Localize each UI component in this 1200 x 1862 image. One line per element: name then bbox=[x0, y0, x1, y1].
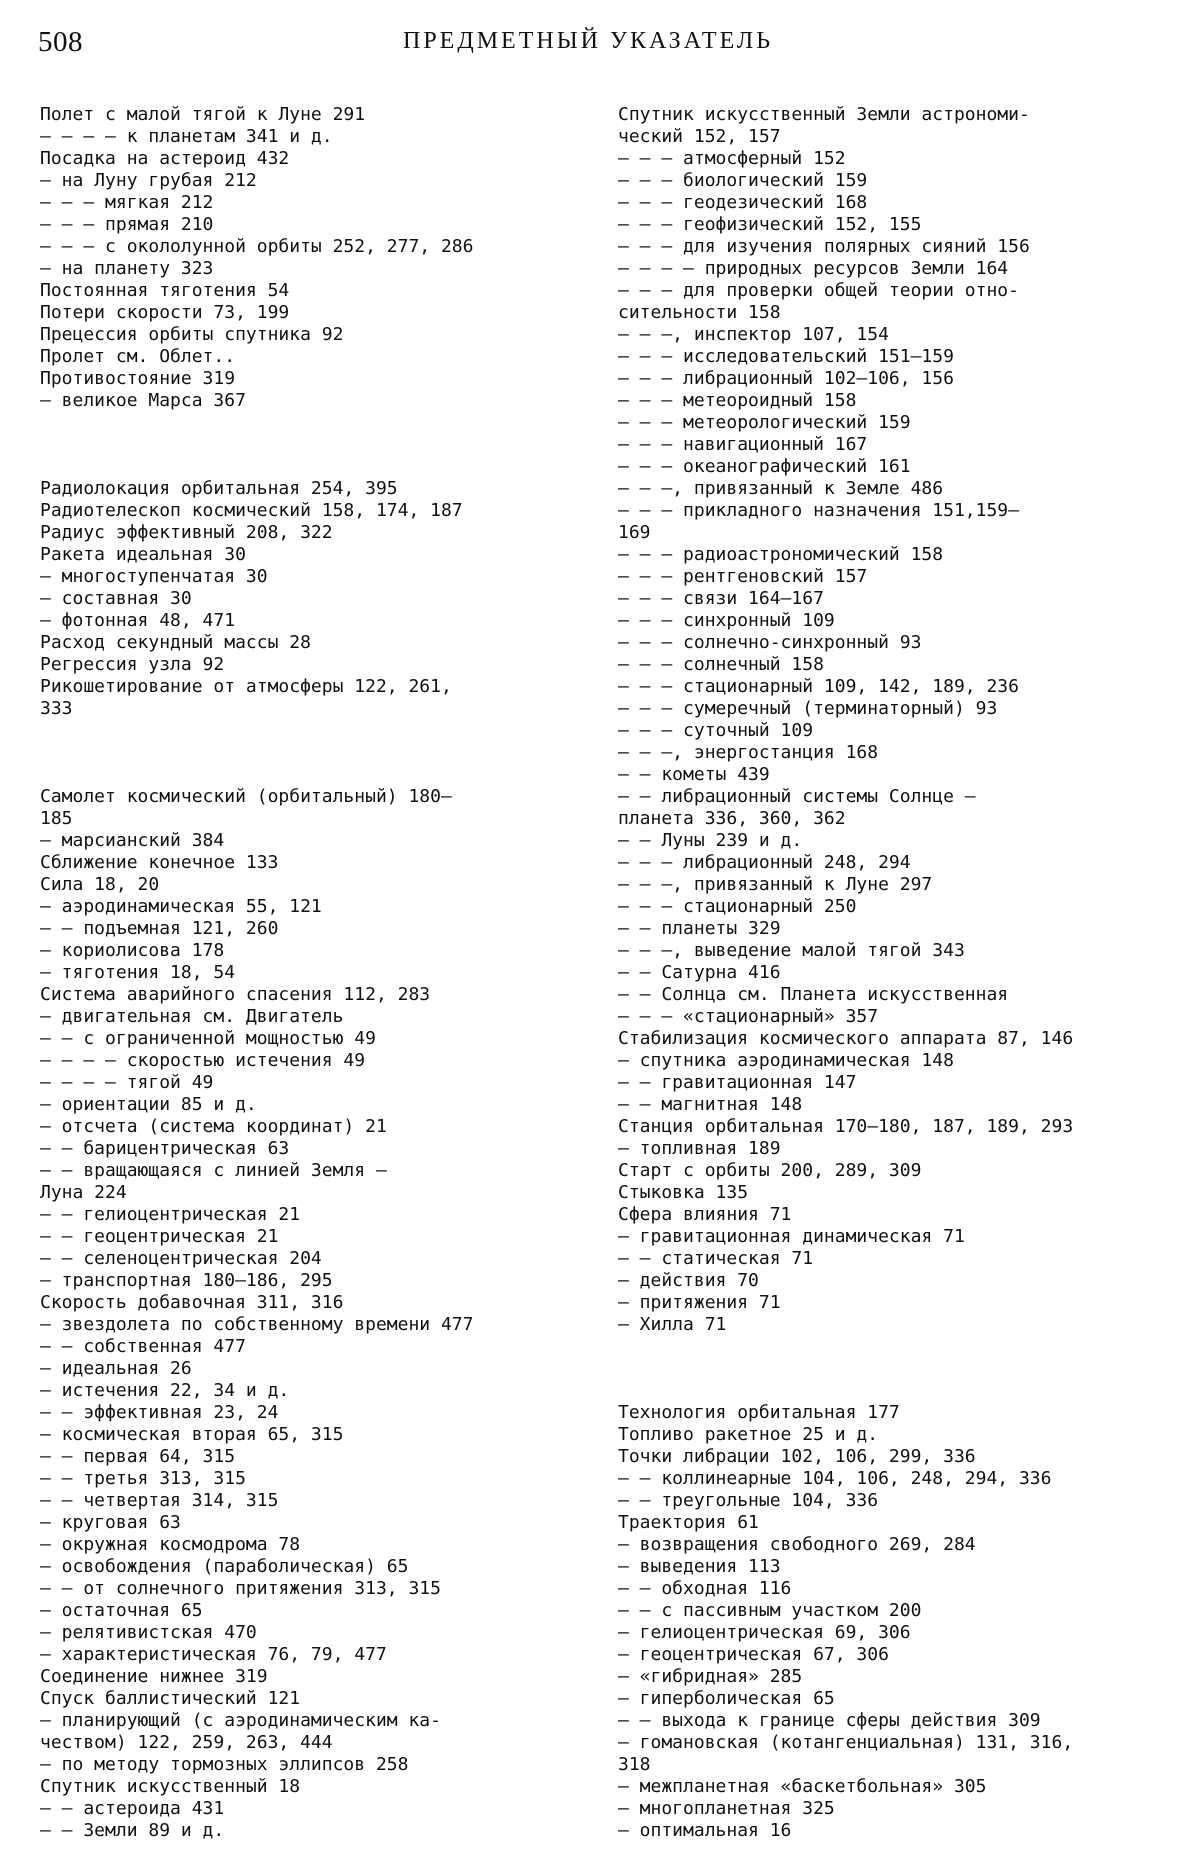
index-entry: — окружная космодрома 78 bbox=[40, 1534, 301, 1555]
section-gap bbox=[40, 720, 588, 786]
index-entry: Радиотелескоп космический 158, 174, 187 bbox=[40, 500, 463, 521]
index-entry: — — — — к планетам 341 и д. bbox=[40, 126, 333, 147]
index-entry: — — — стационарный 250 bbox=[618, 896, 857, 917]
index-entry: Старт с орбиты 200, 289, 309 bbox=[618, 1160, 922, 1181]
section-gap bbox=[40, 412, 588, 478]
index-entry: — — — навигационный 167 bbox=[618, 434, 868, 455]
index-entry: — — — — природных ресурсов Земли 164 bbox=[618, 258, 1009, 279]
index-entry: — транспортная 180—186, 295 bbox=[40, 1270, 333, 1291]
index-entry: — — гелиоцентрическая 21 bbox=[40, 1204, 301, 1225]
index-entry: — — первая 64, 315 bbox=[40, 1446, 236, 1467]
index-entry: — остаточная 65 bbox=[40, 1600, 203, 1621]
index-entry: — — — солнечный 158 bbox=[618, 654, 824, 675]
index-entry: — — с пассивным участком 200 bbox=[618, 1600, 922, 1621]
index-entry: — идеальная 26 bbox=[40, 1358, 192, 1379]
index-entry: — двигательная см. Двигатель bbox=[40, 1006, 344, 1027]
index-entry: — — — океанографический 161 bbox=[618, 456, 911, 477]
index-entry: — тяготения 18, 54 bbox=[40, 962, 236, 983]
index-entry: Полет с малой тягой к Луне 291 bbox=[40, 104, 366, 125]
index-entry: — — —, выведение малой тягой 343 bbox=[618, 940, 965, 961]
index-entry: — — барицентрическая 63 bbox=[40, 1138, 290, 1159]
index-entry: — геоцентрическая 67, 306 bbox=[618, 1644, 889, 1665]
index-entry: — составная 30 bbox=[40, 588, 192, 609]
index-entry: Расход секундный массы 28 bbox=[40, 632, 311, 653]
index-entry: — — Луны 239 и д. bbox=[618, 830, 803, 851]
index-column-left bbox=[40, 104, 588, 1842]
index-entry: Сфера влияния 71 bbox=[618, 1204, 792, 1225]
index-entry: — — собственная 477 bbox=[40, 1336, 246, 1357]
index-entry: — истечения 22, 34 и д. bbox=[40, 1380, 290, 1401]
index-entry: — кориолисова 178 bbox=[40, 940, 225, 961]
index-entry: — — астероида 431 bbox=[40, 1798, 225, 1819]
index-entry: Точки либрации 102, 106, 299, 336 bbox=[618, 1446, 976, 1467]
index-entry: — отсчета (система координат) 21 bbox=[40, 1116, 387, 1137]
index-entry: — характеристическая 76, 79, 477 bbox=[40, 1644, 387, 1665]
index-entry: Спутник искусственный Земли астрономи- bbox=[618, 104, 1030, 125]
index-entry: Ракета идеальная 30 bbox=[40, 544, 246, 565]
index-entry: — — — солнечно-синхронный 93 bbox=[618, 632, 922, 653]
index-entry: — оптимальная 16 bbox=[618, 1820, 792, 1841]
index-entry: — — эффективная 23, 24 bbox=[40, 1402, 279, 1423]
index-entry: Система аварийного спасения 112, 283 bbox=[40, 984, 431, 1005]
index-entry: — — —, привязанный к Земле 486 bbox=[618, 478, 944, 499]
index-entry: — — — прямая 210 bbox=[40, 214, 214, 235]
index-entry: — по методу тормозных эллипсов 258 bbox=[40, 1754, 409, 1775]
index-entry: — — — либрационный 248, 294 bbox=[618, 852, 911, 873]
index-entry: — — коллинеарные 104, 106, 248, 294, 336 bbox=[618, 1468, 1052, 1489]
index-entry: — выведения 113 bbox=[618, 1556, 781, 1577]
index-entry: — — — сумеречный (терминаторный) 93 bbox=[618, 698, 998, 719]
index-entry: — космическая вторая 65, 315 bbox=[40, 1424, 344, 1445]
index-entry: — — третья 313, 315 bbox=[40, 1468, 246, 1489]
index-entry: ческий 152, 157 bbox=[618, 126, 781, 147]
index-entry: — Хилла 71 bbox=[618, 1314, 727, 1335]
index-entry: — аэродинамическая 55, 121 bbox=[40, 896, 322, 917]
index-entry: — — — прикладного назначения 151,159— bbox=[618, 500, 1019, 521]
index-entry: — великое Марса 367 bbox=[40, 390, 246, 411]
index-entry: 169 bbox=[618, 522, 651, 543]
index-entry: — — — мягкая 212 bbox=[40, 192, 214, 213]
index-entry: Посадка на астероид 432 bbox=[40, 148, 290, 169]
index-entry: Спутник искусственный 18 bbox=[40, 1776, 301, 1797]
index-column-right bbox=[618, 104, 1174, 1842]
index-entry: планета 336, 360, 362 bbox=[618, 808, 846, 829]
page-header bbox=[38, 26, 1138, 66]
index-entry: — многопланетная 325 bbox=[618, 1798, 835, 1819]
index-entry: — релятивистская 470 bbox=[40, 1622, 257, 1643]
index-entry: — — статическая 71 bbox=[618, 1248, 814, 1269]
index-entry: — — — геодезический 168 bbox=[618, 192, 868, 213]
index-entry: — — Земли 89 и д. bbox=[40, 1820, 225, 1841]
index-entry: 318 bbox=[618, 1754, 651, 1775]
index-entry: — — — стационарный 109, 142, 189, 236 bbox=[618, 676, 1019, 697]
index-entry: — — — синхронный 109 bbox=[618, 610, 835, 631]
index-entry: — освобождения (параболическая) 65 bbox=[40, 1556, 409, 1577]
index-entry: — — — исследовательский 151—159 bbox=[618, 346, 954, 367]
index-entry: Стабилизация космического аппарата 87, 146 bbox=[618, 1028, 1074, 1049]
index-entry: Сила 18, 20 bbox=[40, 874, 160, 895]
index-entry: Прецессия орбиты спутника 92 bbox=[40, 324, 344, 345]
index-entry: — — — — скоростью истечения 49 bbox=[40, 1050, 366, 1071]
index-entry: — — планеты 329 bbox=[618, 918, 781, 939]
index-entry: — ориентации 85 и д. bbox=[40, 1094, 257, 1115]
index-entry: — гелиоцентрическая 69, 306 bbox=[618, 1622, 911, 1643]
index-entry: — — выхода к границе сферы действия 309 bbox=[618, 1710, 1041, 1731]
index-entry: — топливная 189 bbox=[618, 1138, 781, 1159]
index-entry: — — четвертая 314, 315 bbox=[40, 1490, 279, 1511]
index-entry: — — — биологический 159 bbox=[618, 170, 868, 191]
index-entry: — гравитационная динамическая 71 bbox=[618, 1226, 965, 1247]
index-entry: — — магнитная 148 bbox=[618, 1094, 803, 1115]
index-entry: Сближение конечное 133 bbox=[40, 852, 279, 873]
index-entry: — возвращения свободного 269, 284 bbox=[618, 1534, 976, 1555]
running-title: ПРЕДМЕТНЫЙ УКАЗАТЕЛЬ bbox=[402, 28, 773, 54]
index-entry: — — —, энергостанция 168 bbox=[618, 742, 879, 763]
index-entry: Регрессия узла 92 bbox=[40, 654, 225, 675]
index-entry: Противостояние 319 bbox=[40, 368, 236, 389]
index-entry: — — либрационный системы Солнце — bbox=[618, 786, 976, 807]
index-entry: — — — — тягой 49 bbox=[40, 1072, 214, 1093]
index-entry: — — — метеороидный 158 bbox=[618, 390, 857, 411]
index-entry: — — — суточный 109 bbox=[618, 720, 814, 741]
index-entry: Радиолокация орбитальная 254, 395 bbox=[40, 478, 398, 499]
index-entry: — — — метеорологический 159 bbox=[618, 412, 911, 433]
index-entry: — — — связи 164—167 bbox=[618, 588, 824, 609]
index-entry: Постоянная тяготения 54 bbox=[40, 280, 290, 301]
index-entry: сительности 158 bbox=[618, 302, 781, 323]
index-entry: — — —, инспектор 107, 154 bbox=[618, 324, 889, 345]
index-entry: Потери скорости 73, 199 bbox=[40, 302, 290, 323]
index-entry: — — от солнечного притяжения 313, 315 bbox=[40, 1578, 441, 1599]
index-entry: — — — для изучения полярных сияний 156 bbox=[618, 236, 1030, 257]
section-gap bbox=[618, 1336, 1174, 1402]
index-entry: Стыковка 135 bbox=[618, 1182, 749, 1203]
index-entry: — спутника аэродинамическая 148 bbox=[618, 1050, 954, 1071]
page-number: 508 bbox=[38, 26, 83, 58]
index-entry: — на планету 323 bbox=[40, 258, 214, 279]
index-entry: — — — рентгеновский 157 bbox=[618, 566, 868, 587]
index-entry: чеством) 122, 259, 263, 444 bbox=[40, 1732, 333, 1753]
index-entry: 185 bbox=[40, 808, 73, 829]
index-entry: — многоступенчатая 30 bbox=[40, 566, 268, 587]
index-entry: — — геоцентрическая 21 bbox=[40, 1226, 279, 1247]
index-entry: — — — радиоастрономический 158 bbox=[618, 544, 944, 565]
index-entry: — — треугольные 104, 336 bbox=[618, 1490, 879, 1511]
index-entry: — — — геофизический 152, 155 bbox=[618, 214, 922, 235]
index-entry: — — — либрационный 102—106, 156 bbox=[618, 368, 954, 389]
index-entry: — — — для проверки общей теории отно- bbox=[618, 280, 1019, 301]
index-entry: Соединение нижнее 319 bbox=[40, 1666, 268, 1687]
index-entry: — — с ограниченной мощностью 49 bbox=[40, 1028, 376, 1049]
index-entry: — — — «стационарный» 357 bbox=[618, 1006, 879, 1027]
index-entry: — звездолета по собственному времени 477 bbox=[40, 1314, 474, 1335]
index-entry: — — кометы 439 bbox=[618, 764, 770, 785]
index-entry: Технология орбитальная 177 bbox=[618, 1402, 900, 1423]
index-entry: — — Солнца см. Планета искусственная bbox=[618, 984, 1009, 1005]
index-entry: Рикошетирование от атмосферы 122, 261, bbox=[40, 676, 452, 697]
index-entry: Пролет см. Облет.. bbox=[40, 346, 236, 367]
index-entry: — — обходная 116 bbox=[618, 1578, 792, 1599]
index-entry: — планирующий (с аэродинамическим ка- bbox=[40, 1710, 441, 1731]
index-entry: — гиперболическая 65 bbox=[618, 1688, 835, 1709]
index-entry: — — селеноцентрическая 204 bbox=[40, 1248, 322, 1269]
index-entry: — межпланетная «баскетбольная» 305 bbox=[618, 1776, 987, 1797]
index-entry: Топливо ракетное 25 и д. bbox=[618, 1424, 879, 1445]
index-entry: Луна 224 bbox=[40, 1182, 127, 1203]
index-entry: — «гибридная» 285 bbox=[618, 1666, 803, 1687]
index-entry: — гомановская (котангенциальная) 131, 316, bbox=[618, 1732, 1074, 1753]
index-entry: 333 bbox=[40, 698, 73, 719]
index-entry: — — подъемная 121, 260 bbox=[40, 918, 279, 939]
index-entry: — — Сатурна 416 bbox=[618, 962, 781, 983]
index-entry: — — — атмосферный 152 bbox=[618, 148, 846, 169]
index-entry: — — —, привязанный к Луне 297 bbox=[618, 874, 933, 895]
index-entry: Станция орбитальная 170—180, 187, 189, 293 bbox=[618, 1116, 1074, 1137]
index-entry: — марсианский 384 bbox=[40, 830, 225, 851]
index-entry: — действия 70 bbox=[618, 1270, 759, 1291]
index-entry: Спуск баллистический 121 bbox=[40, 1688, 301, 1709]
index-entry: Скорость добавочная 311, 316 bbox=[40, 1292, 344, 1313]
index-entry: — — — с окололунной орбиты 252, 277, 286 bbox=[40, 236, 474, 257]
index-entry: — на Луну грубая 212 bbox=[40, 170, 257, 191]
index-entry: — круговая 63 bbox=[40, 1512, 181, 1533]
index-entry: — фотонная 48, 471 bbox=[40, 610, 236, 631]
index-entry: Самолет космический (орбитальный) 180— bbox=[40, 786, 452, 807]
index-entry: — притяжения 71 bbox=[618, 1292, 781, 1313]
index-entry: Траектория 61 bbox=[618, 1512, 759, 1533]
index-entry: Радиус эффективный 208, 322 bbox=[40, 522, 333, 543]
index-entry: — — вращающаяся с линией Земля — bbox=[40, 1160, 387, 1181]
index-entry: — — гравитационная 147 bbox=[618, 1072, 857, 1093]
